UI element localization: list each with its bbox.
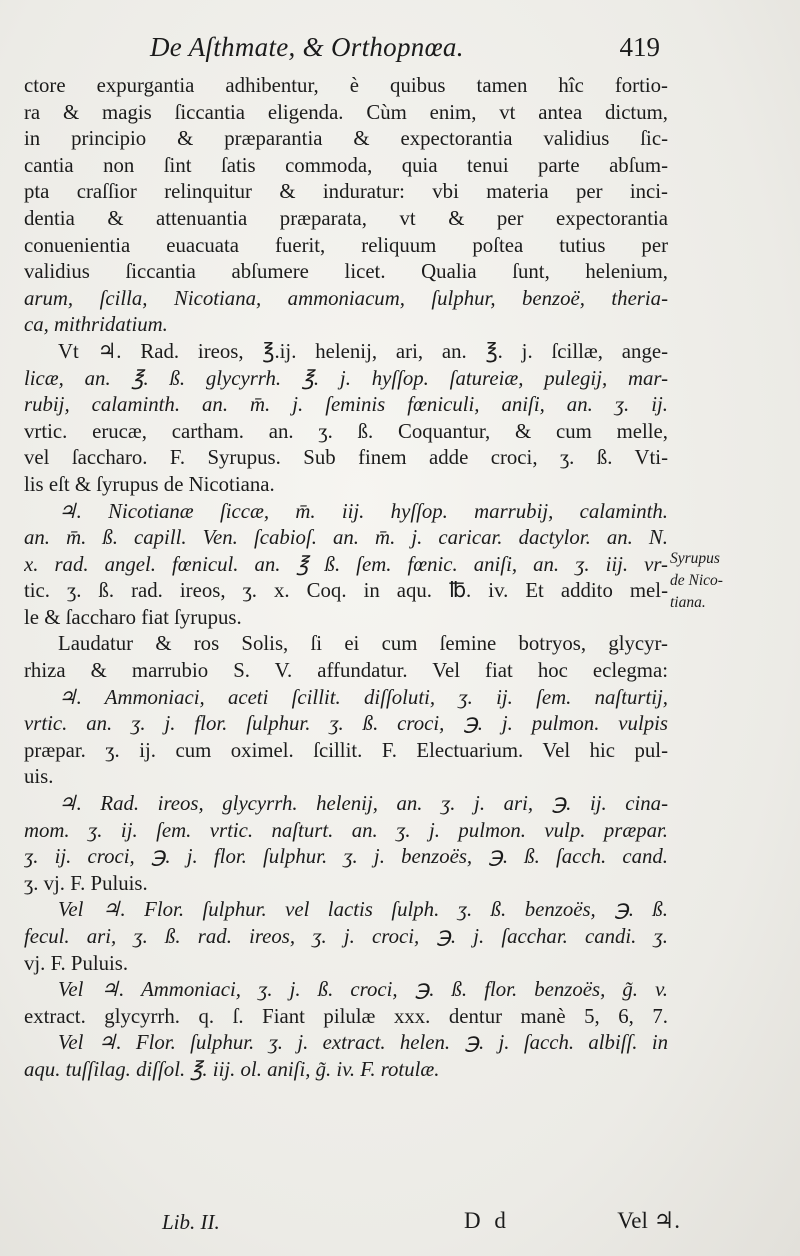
text-line: an. m̄. ß. capill. Ven. ſcabioſ. an. m̄. j. caricar. dactylor. an. N. — [24, 526, 668, 550]
text-line: conuenientia euacuata fuerit, reliquum poſtea tutius per — [24, 233, 668, 257]
page-header — [150, 32, 660, 72]
text-line: ♃. Nicotianæ ſiccæ, m̄. iij. hyſſop. marrubij, calaminth. — [58, 499, 668, 523]
text-line: tic. ʒ. ß. rad. ireos, ʒ. x. Coq. in aqu. ℔. iv. Et addito mel- — [24, 579, 668, 603]
text-line: ctore expurgantia adhibentur, è quibus tamen hîc fortio- — [24, 74, 668, 97]
text-line: Laudatur & ros Solis, ſi ei cum ſemine botryos, glycyr- — [58, 632, 668, 656]
text-line: uis. — [24, 765, 54, 789]
text-line: vrtic. an. ʒ. j. flor. ſulphur. ʒ. ß. croci, ℈. j. pulmon. vulpis — [24, 712, 668, 736]
text-line: præpar. ʒ. ij. cum oximel. ſcillit. F. Electuarium. Vel hic pul- — [24, 738, 668, 762]
text-line: pta craſſior relinquitur & induratur: vbi materia per inci- — [24, 180, 668, 204]
text-line: ca, mithridatium. — [24, 313, 168, 337]
text-line: Vel ♃. Ammoniaci, ʒ. j. ß. croci, ℈. ß. flor. benzoës, g̃. v. — [58, 978, 668, 1002]
text-line: in principio & præparantia & expectorantia validius ſic- — [24, 127, 668, 151]
text-line: Vel ♃. Flor. ſulphur. vel lactis ſulph. ʒ. ß. benzoës, ℈. ß. — [58, 898, 668, 922]
text-line: dentia & attenuantia præparata, vt & per expectorantia — [24, 206, 668, 230]
text-line: ♃. Rad. ireos, glycyrrh. helenij, an. ʒ. j. ari, ℈. ij. cina- — [58, 792, 668, 816]
text-line: vrtic. erucæ, cartham. an. ʒ. ß. Coquantur, & cum melle, — [24, 419, 668, 443]
text-line: ♃. Ammoniaci, aceti ſcillit. diſſoluti, ʒ. ij. ſem. naſturtij, — [58, 685, 668, 709]
book-signature: Lib. II. — [162, 1210, 220, 1234]
gathering-mark: D d — [464, 1208, 510, 1233]
text-line: fecul. ari, ʒ. ß. rad. ireos, ʒ. j. croci, ℈. j. ſacchar. candi. ʒ. — [24, 925, 668, 948]
text-line: arum, ſcilla, Nicotiana, ammoniacum, ſulphur, benzoë, theria- — [24, 286, 668, 310]
text-line: Vt ♃. Rad. ireos, ℥.ij. helenij, ari, an. ℥. j. ſcillæ, ange- — [58, 339, 668, 363]
text-line: rubij, calaminth. an. m̄. j. ſeminis fœniculi, aniſi, an. ʒ. ij. — [24, 393, 668, 417]
text-line: licæ, an. ℥. ß. glycyrrh. ℥. j. hyſſop. ſatureiæ, pulegij, mar- — [24, 366, 668, 390]
text-line: le & ſaccharo fiat ſyrupus. — [24, 605, 242, 629]
text-line: validius ſiccantia abſumere licet. Qualia ſunt, helenium, — [24, 260, 668, 284]
text-line: ʒ. vj. F. Puluis. — [24, 871, 148, 895]
text-line: aqu. tuſſilag. diſſol. ℥. iij. ol. aniſi, g̃. iv. F. rotulæ. — [24, 1057, 440, 1081]
margin-note — [670, 548, 790, 614]
page-number: 419 — [619, 32, 660, 62]
text-line: cantia non ſint ſatis commoda, quia tenui parte abſum- — [24, 153, 668, 177]
running-title: De Aſthmate, & Orthopnœa. — [150, 32, 464, 62]
margin-note-line: tiana. — [670, 594, 706, 611]
text-line: Vel ♃. Flor. ſulphur. ʒ. j. extract. helen. ℈. j. ſacch. albiſſ. in — [58, 1031, 668, 1055]
text-line: ra & magis ſiccantia eligenda. Cùm enim, vt antea dictum, — [24, 100, 668, 124]
text-line: lis eſt & ſyrupus de Nicotiana. — [24, 472, 275, 496]
text-line: vel ſaccharo. F. Syrupus. Sub finem adde croci, ʒ. ß. Vti- — [24, 446, 668, 470]
catchword: Vel ♃. — [617, 1208, 680, 1233]
body-text — [24, 73, 668, 1084]
margin-note-line: de Nico- — [670, 572, 723, 589]
text-line: ʒ. ij. croci, ℈. j. flor. ſulphur. ʒ. j. benzoës, ℈. ß. ſacch. cand. — [24, 845, 668, 869]
text-line: mom. ʒ. ij. ſem. vrtic. naſturt. an. ʒ. j. pulmon. vulp. præpar. — [24, 818, 668, 842]
page-footer — [150, 1208, 680, 1242]
text-line: x. rad. angel. fœnicul. an. ℥ ß. ſem. fœnic. aniſi, an. ʒ. iij. vr- — [24, 552, 668, 576]
text-line: vj. F. Puluis. — [24, 951, 129, 975]
text-line: rhiza & marrubio S. V. affundatur. Vel fiat hoc eclegma: — [24, 659, 668, 683]
text-line: extract. glycyrrh. q. ſ. Fiant pilulæ xxx. dentur manè 5, 6, 7. — [24, 1004, 668, 1028]
margin-note-line: Syrupus — [670, 550, 720, 567]
